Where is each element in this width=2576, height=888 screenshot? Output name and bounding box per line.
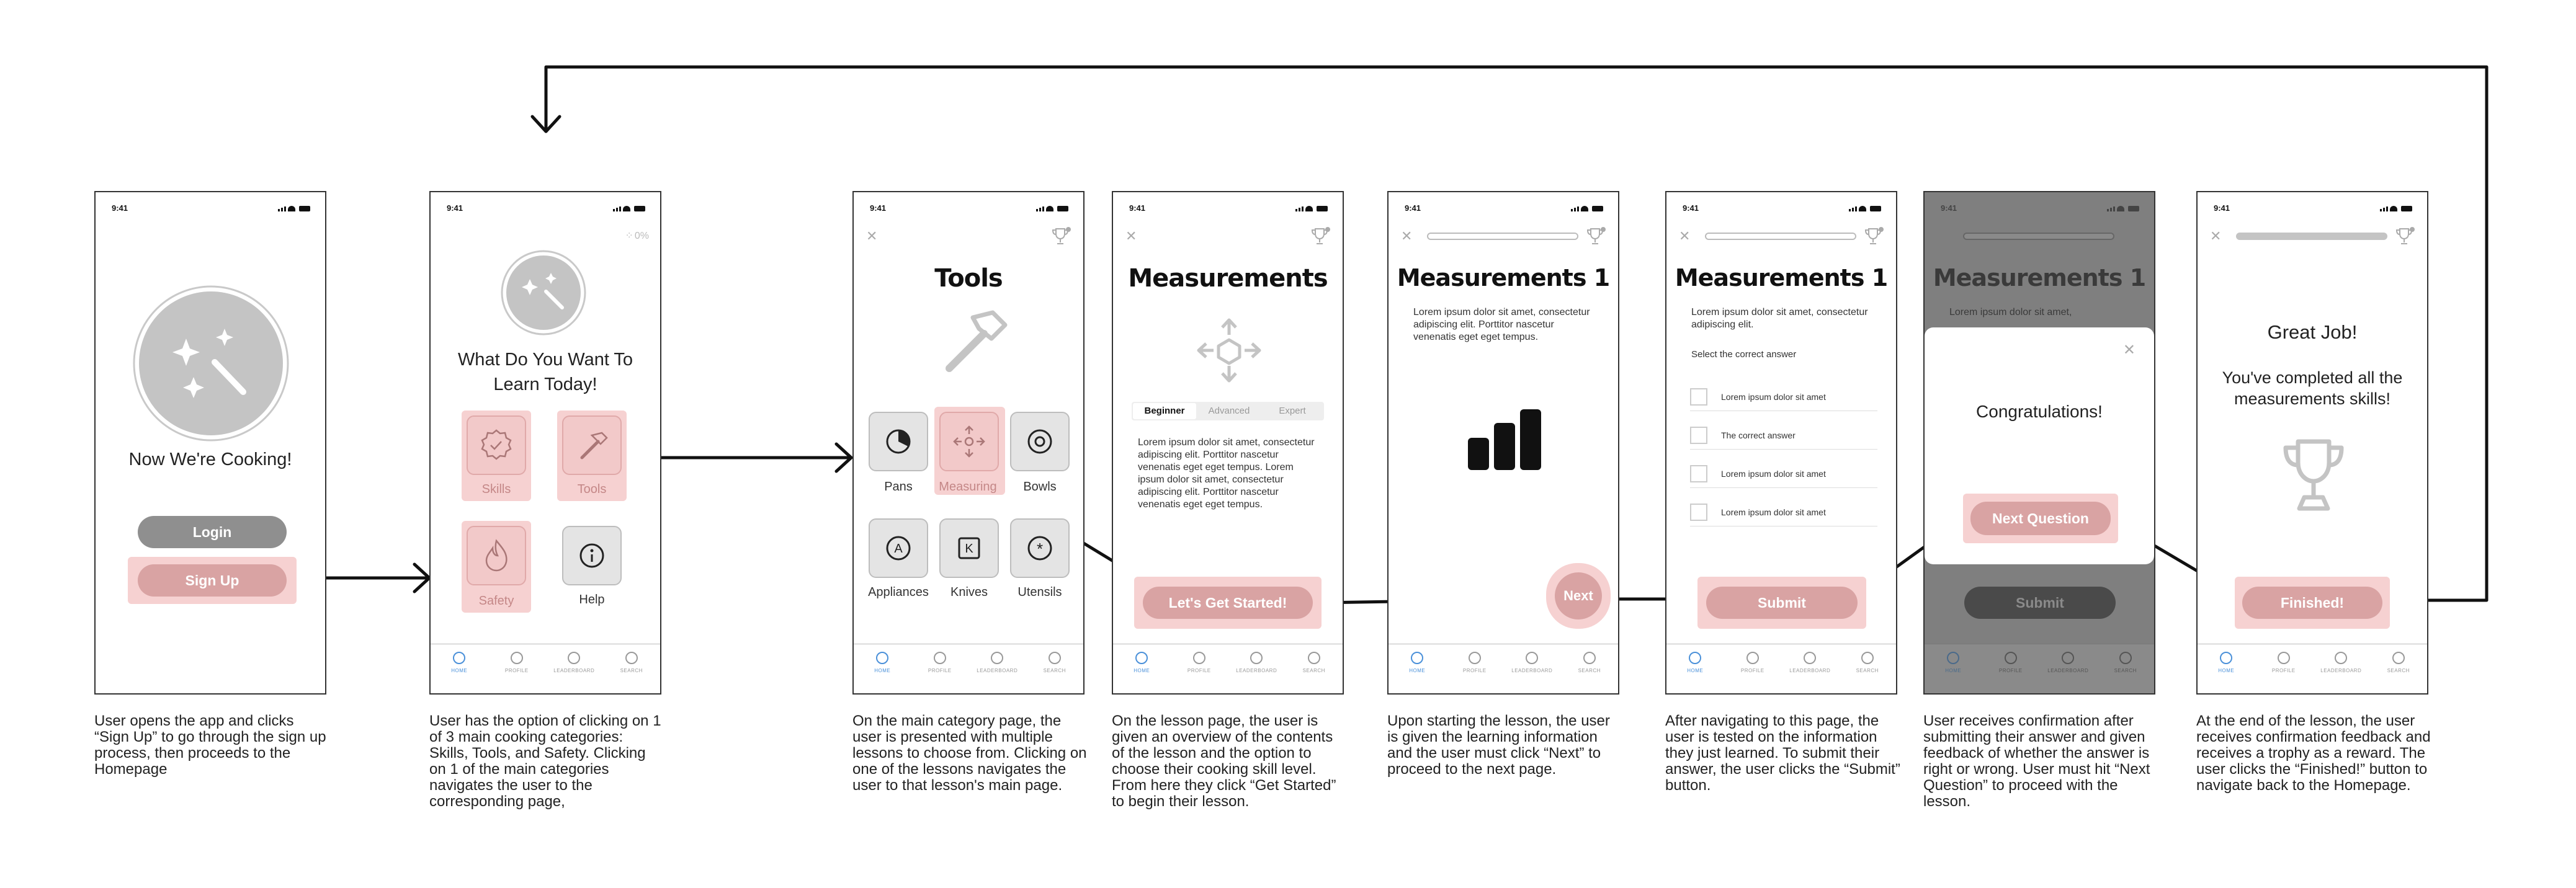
finished-button[interactable]: Finished! <box>2242 587 2382 619</box>
tab-leaderboard[interactable]: LEADERBOARD <box>1507 652 1557 673</box>
tab-profile[interactable]: PROFILE <box>492 652 542 673</box>
page-title: Measurements 1 <box>1675 264 1888 291</box>
page-title: Measurements 1 <box>1397 264 1610 291</box>
level-beginner[interactable]: Beginner <box>1133 403 1196 419</box>
lesson-progress-bar <box>1427 233 1578 240</box>
caption-lesson-overview: On the lesson page, the user is given an overview of the contents of the lesson and the option to choose their cooking skill level. From here they click “Get Started” to begin their lesson. <box>1112 713 1336 810</box>
status-icons <box>1295 205 1329 211</box>
info-icon <box>563 527 620 584</box>
caption-welcome: User opens the app and clicks “Sign Up” to go through the sign up process, then proceeds to the Homepage <box>94 713 326 778</box>
bar-chart-icon <box>1467 409 1544 471</box>
close-icon[interactable]: ✕ <box>1125 228 1137 244</box>
lesson-appliances[interactable] <box>869 518 928 578</box>
status-bar <box>1941 203 2140 213</box>
checkbox[interactable] <box>1690 427 1707 444</box>
magic-wand-logo-icon <box>132 284 290 443</box>
status-icons <box>1849 205 1882 211</box>
flame-icon <box>468 527 525 584</box>
close-icon[interactable]: ✕ <box>1401 228 1413 244</box>
tab-leaderboard[interactable]: LEADERBOARD <box>1232 652 1281 673</box>
tab-leaderboard[interactable]: LEADERBOARD <box>972 652 1022 673</box>
answer-option[interactable]: Lorem ipsum dolor sit amet <box>1690 460 1877 488</box>
status-bar <box>112 203 311 213</box>
magic-wand-logo-icon <box>500 249 587 336</box>
status-time: 9:41 <box>447 203 463 213</box>
svg-text:A: A <box>894 542 903 556</box>
quiz-body-text: Lorem ipsum dolor sit amet, consectetur adipiscing elit. <box>1691 307 1868 330</box>
lesson-measuring[interactable] <box>939 412 999 471</box>
tab-home[interactable]: HOME <box>1117 652 1166 673</box>
screen-lesson-content <box>1387 191 1619 695</box>
tab-leaderboard[interactable]: LEADERBOARD <box>549 652 599 673</box>
close-icon[interactable]: ✕ <box>866 228 878 244</box>
status-time: 9:41 <box>112 203 128 213</box>
feedback-modal <box>1925 327 2154 564</box>
tab-profile[interactable]: PROFILE <box>1174 652 1224 673</box>
next-button[interactable]: Next <box>1555 572 1602 619</box>
bowl-target-icon <box>1011 413 1068 470</box>
tab-search[interactable]: SEARCH <box>607 652 656 673</box>
tab-leaderboard[interactable]: LEADERBOARD <box>1785 652 1835 673</box>
status-bar <box>1683 203 1882 213</box>
status-time: 9:41 <box>1941 203 1957 213</box>
caption-lesson-complete: At the end of the lesson, the user receives confirmation feedback and receives a trophy as a reward. The user clicks the “Finished!” button to navigate back to the Homepage. <box>2196 713 2431 794</box>
skill-level-tabs <box>1132 402 1324 420</box>
lesson-utensils[interactable] <box>1010 518 1070 578</box>
tab-profile: PROFILE <box>1986 652 2036 673</box>
category-safety[interactable] <box>467 526 526 585</box>
submit-button: Submit <box>1964 587 2116 619</box>
category-tools[interactable] <box>562 415 622 475</box>
lesson-label-pans: Pans <box>884 480 913 494</box>
get-started-button[interactable]: Let's Get Started! <box>1143 587 1313 619</box>
signup-button[interactable]: Sign Up <box>138 564 287 597</box>
complete-message: You've completed all the measurements skills! <box>2222 368 2403 408</box>
screen-feedback <box>1923 191 2155 695</box>
tab-search[interactable]: SEARCH <box>1289 652 1339 673</box>
status-time: 9:41 <box>1405 203 1421 213</box>
lesson-bowls[interactable] <box>1010 412 1070 471</box>
page-title: Tools <box>934 264 1003 293</box>
tab-bar <box>854 644 1083 693</box>
lesson-overview-text: Lorem ipsum dolor sit amet, consectetur adipiscing elit. Porttitor nascetur venenatis eget eget tempus. Lorem ipsum dolor sit amet, consectetur adipiscing elit. Porttitor nascetur venenatis eget eget tempus. <box>1138 437 1315 510</box>
caption-home: User has the option of clicking on 1 of 3 main cooking categories: Skills, Tools, and Safety. Clicking on 1 of the main categories navigates the user to the corresponding page, <box>429 713 661 810</box>
answer-option[interactable]: Lorem ipsum dolor sit amet <box>1690 383 1877 411</box>
screen-quiz <box>1665 191 1897 695</box>
lesson-label-knives: Knives <box>950 585 988 599</box>
tab-home[interactable]: HOME <box>434 652 484 673</box>
tab-bar <box>1113 644 1343 693</box>
category-help[interactable] <box>562 526 622 585</box>
tab-leaderboard: LEADERBOARD <box>2043 652 2093 673</box>
login-button[interactable]: Login <box>138 516 287 548</box>
lesson-progress-bar <box>1705 233 1856 240</box>
status-bar <box>870 203 1070 213</box>
trophy-icon[interactable] <box>1310 226 1331 246</box>
level-advanced[interactable]: Advanced <box>1208 406 1250 416</box>
answer-option[interactable]: The correct answer <box>1690 422 1877 450</box>
screen-home <box>429 191 661 695</box>
tab-search[interactable]: SEARCH <box>1565 652 1614 673</box>
hammer-icon <box>563 417 620 474</box>
lesson-label-utensils: Utensils <box>1017 585 1062 599</box>
progress-indicator: ⁘ 0% <box>625 231 649 241</box>
screen-welcome <box>94 191 326 695</box>
level-expert[interactable]: Expert <box>1279 406 1306 416</box>
tab-leaderboard[interactable]: LEADERBOARD <box>2316 652 2366 673</box>
category-label-skills: Skills <box>481 482 511 496</box>
tab-profile[interactable]: PROFILE <box>2259 652 2309 673</box>
status-icons <box>1571 205 1604 211</box>
status-icons <box>1036 205 1070 211</box>
tab-home[interactable]: HOME <box>1670 652 1720 673</box>
screen-lesson-complete <box>2196 191 2428 695</box>
page-title: Measurements <box>1128 264 1328 293</box>
status-icons <box>2107 205 2140 211</box>
answer-option[interactable]: Lorem ipsum dolor sit amet <box>1690 499 1877 526</box>
tab-bar <box>1925 644 2154 693</box>
tab-search[interactable]: SEARCH <box>1030 652 1080 673</box>
status-icons <box>613 205 646 211</box>
tab-home[interactable]: HOME <box>857 652 907 673</box>
hammer-icon <box>936 306 1010 375</box>
trophy-icon[interactable] <box>1051 226 1072 246</box>
status-time: 9:41 <box>2214 203 2230 213</box>
tab-profile[interactable]: PROFILE <box>915 652 965 673</box>
status-time: 9:41 <box>1683 203 1699 213</box>
tab-profile[interactable]: PROFILE <box>1450 652 1500 673</box>
submit-button[interactable]: Submit <box>1706 587 1858 619</box>
tab-search[interactable]: SEARCH <box>1843 652 1892 673</box>
home-heading: What Do You Want To Learn Today! <box>457 350 633 394</box>
tab-home: HOME <box>1928 652 1978 673</box>
lesson-pans[interactable] <box>869 412 928 471</box>
svg-text:K: K <box>965 542 973 556</box>
status-time: 9:41 <box>1129 203 1146 213</box>
trophy-reward-icon <box>2279 435 2348 516</box>
category-label-help: Help <box>579 593 605 606</box>
lesson-knives[interactable] <box>939 518 999 578</box>
close-icon[interactable]: ✕ <box>2210 228 2222 244</box>
close-icon[interactable]: ✕ <box>2122 342 2135 358</box>
checkbox[interactable] <box>1690 504 1707 521</box>
modal-title: Congratulations! <box>1976 402 2103 421</box>
page-title: Measurements 1 <box>1933 264 2146 291</box>
letter-a-icon <box>870 520 927 577</box>
complete-heading: Great Job! <box>2267 321 2358 343</box>
asterisk-icon <box>1011 520 1068 577</box>
screen-category-tools <box>852 191 1085 695</box>
category-label-safety: Safety <box>478 594 514 608</box>
status-bar <box>1405 203 1604 213</box>
lesson-body-text: Lorem ipsum dolor sit amet, consectetur adipiscing elit. Porttitor nascetur venenatis eget eget tempus. <box>1413 307 1590 342</box>
caption-quiz: After navigating to this page, the user is tested on the information they just learned. To submit their answer, the user clicks the “Submit” button. <box>1665 713 1900 794</box>
status-bar <box>2214 203 2413 213</box>
tab-home[interactable]: HOME <box>1392 652 1442 673</box>
status-bar <box>1129 203 1329 213</box>
checkbox[interactable] <box>1690 465 1707 482</box>
next-question-button[interactable]: Next Question <box>1970 502 2111 535</box>
status-time: 9:41 <box>870 203 887 213</box>
quiz-prompt: Select the correct answer <box>1691 349 1797 360</box>
trophy-icon[interactable] <box>1586 226 1607 246</box>
lesson-label-measuring: Measuring <box>939 480 997 494</box>
trophy-icon[interactable] <box>2395 226 2416 246</box>
badge-check-icon <box>468 417 525 474</box>
progress-text: 0% <box>634 231 649 241</box>
status-icons <box>278 205 311 211</box>
category-skills[interactable] <box>467 415 526 475</box>
tab-search: SEARCH <box>2101 652 2150 673</box>
tab-bar <box>1389 644 1618 693</box>
measuring-arrows-icon <box>941 413 998 470</box>
lesson-label-appliances: Appliances <box>868 585 929 599</box>
caption-feedback: User receives confirmation after submitting their answer and given feedback of whether the answer is right or wrong. User must hit “Next Question” to proceed with the lesson. <box>1923 713 2150 810</box>
status-bar <box>447 203 646 213</box>
lesson-progress-bar <box>1963 233 2114 240</box>
tab-bar <box>2198 644 2427 693</box>
checkbox[interactable] <box>1690 388 1707 406</box>
tab-profile[interactable]: PROFILE <box>1728 652 1778 673</box>
lesson-label-bowls: Bowls <box>1023 480 1057 494</box>
trophy-icon[interactable] <box>1864 226 1885 246</box>
feedback-body-text: Lorem ipsum dolor sit amet, <box>1949 307 2072 317</box>
measuring-arrows-icon <box>1195 316 1263 384</box>
close-icon[interactable]: ✕ <box>1679 228 1691 244</box>
tab-home[interactable]: HOME <box>2201 652 2251 673</box>
status-icons <box>2380 205 2413 211</box>
caption-lesson-content: Upon starting the lesson, the user is given the learning information and the user must click “Next” to proceed to the next page. <box>1387 713 1610 778</box>
welcome-heading: Now We're Cooking! <box>128 450 292 469</box>
tab-bar <box>431 644 660 693</box>
lesson-progress-bar <box>2236 233 2387 240</box>
letter-k-icon <box>941 520 998 577</box>
svg-text:*: * <box>1036 539 1044 558</box>
pie-icon <box>870 413 927 470</box>
caption-category: On the main category page, the user is presented with multiple lessons to choose from. Clicking on one of the lessons navigates the user to that lesson's main page. <box>852 713 1087 794</box>
tab-search[interactable]: SEARCH <box>2374 652 2423 673</box>
tab-bar <box>1666 644 1896 693</box>
screen-lesson-overview <box>1112 191 1344 695</box>
category-label-tools: Tools <box>577 482 607 496</box>
